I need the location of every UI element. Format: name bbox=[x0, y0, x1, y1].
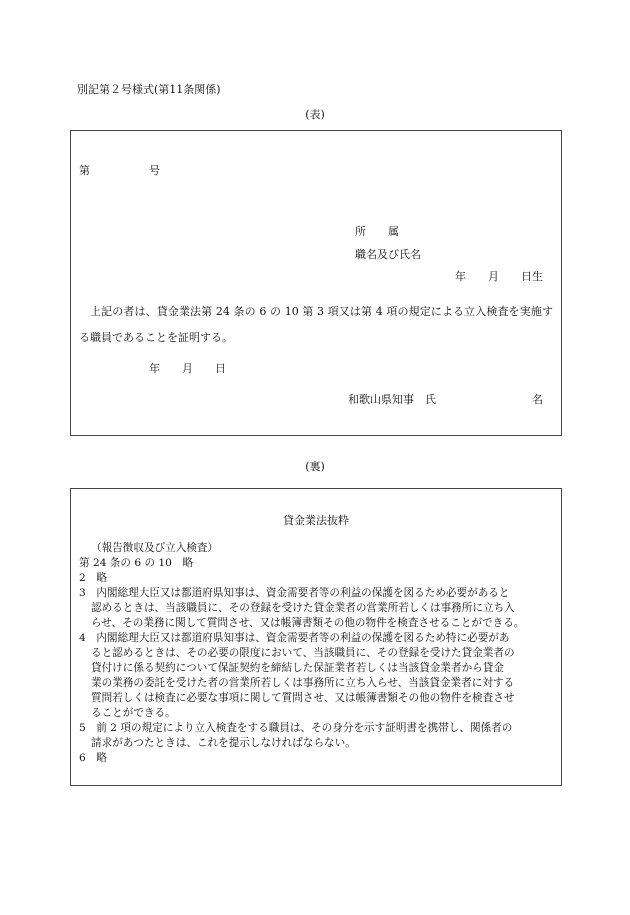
law-excerpt-line: 認めるときは、当該職員に、その登録を受けた貸金業者の営業所若しくは事務所に立ち入 bbox=[91, 602, 515, 614]
law-excerpt-line: ると認めるときは、その必要の限度において、当該職員に、その登録を受けた貸金業者の bbox=[91, 647, 515, 659]
law-excerpt-line: 4 内閣総理大臣又は都道府県知事は、資金需要者等の利益の保護を図るため特に必要があ bbox=[79, 632, 510, 644]
birthdate-label: 年 月 日生 bbox=[455, 270, 543, 283]
issuer-title: 和歌山県知事 氏 bbox=[348, 393, 436, 406]
law-excerpt-line: 5 前 2 項の規定により立入検査をする職員は、その身分を示す証明書を携帯し、関係者の bbox=[79, 722, 513, 734]
law-excerpt-line: 業の業務の委託を受けた者の営業所若しくは事務所に立ち入らせ、当該貸金業者に対する bbox=[91, 677, 515, 689]
law-excerpt-line: 6 略 bbox=[79, 752, 107, 764]
law-excerpt-text bbox=[79, 541, 555, 766]
certificate-front bbox=[70, 130, 562, 436]
certificate-number-suffix: 号 bbox=[149, 164, 160, 177]
form-title: 別記第２号様式(第11条関係) bbox=[77, 83, 221, 96]
front-side-label: (表) bbox=[305, 108, 325, 121]
law-excerpt-line: 2 略 bbox=[79, 572, 107, 584]
certificate-back bbox=[70, 488, 562, 786]
law-excerpt-line: 第 24 条の 6 の 10 略 bbox=[79, 557, 194, 569]
issuer-name-suffix: 名 bbox=[532, 393, 543, 406]
law-excerpt-line: らせ、その業務に関して質問させ、又は帳簿書類その他の物件を検査させることができる。 bbox=[91, 617, 525, 629]
issue-date: 年 月 日 bbox=[149, 362, 226, 375]
law-excerpt-line: 3 内閣総理大臣又は都道府県知事は、資金需要者等の利益の保護を図るため必要があると bbox=[79, 587, 510, 599]
back-side-label: (裏) bbox=[305, 460, 325, 473]
law-excerpt-line: （報告徴収及び立入検査） bbox=[91, 542, 219, 554]
law-excerpt-line: 質問若しくは検査に必要な事項に関して質問させ、又は帳簿書類その他の物件を検査させ bbox=[91, 692, 515, 704]
law-excerpt-line: 貸付けに係る契約について保証契約を締結した保証業者若しくは当該貸金業者から貸金 bbox=[91, 662, 504, 674]
law-excerpt-line: 請求があつたときは、これを提示しなければならない。 bbox=[91, 737, 356, 749]
law-excerpt-title: 貸金業法抜粋 bbox=[283, 514, 349, 527]
certification-statement: 上記の者は、貸金業法第 24 条の 6 の 10 第 3 項又は第 4 項の規定による立入検査を実施する職員であることを証明する。 bbox=[79, 305, 553, 344]
position-name-label: 職名及び氏名 bbox=[355, 248, 421, 261]
certificate-number-prefix: 第 bbox=[79, 164, 90, 177]
affiliation-label: 所 属 bbox=[355, 225, 399, 238]
law-excerpt-line: ることができる。 bbox=[91, 707, 176, 719]
